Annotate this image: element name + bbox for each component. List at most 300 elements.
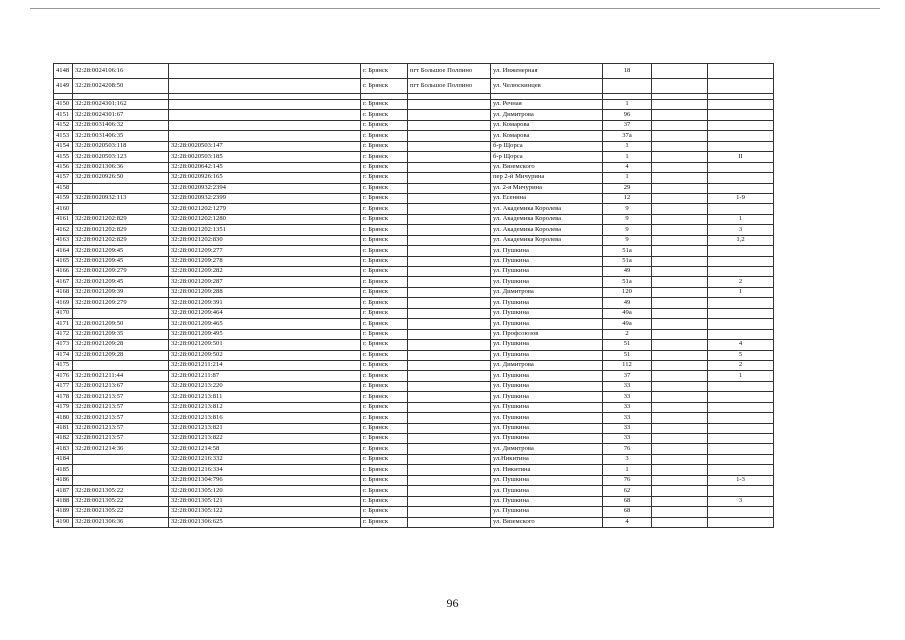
settlement-cell (408, 434, 491, 444)
row-number-cell: 4183 (54, 444, 73, 454)
house-number-cell: 33 (603, 423, 652, 433)
row-number-cell: 4170 (54, 308, 73, 318)
street-cell: ул. Пушкина (491, 413, 603, 423)
city-cell: г. Брянск (361, 214, 408, 224)
row-number-cell: 4187 (54, 486, 73, 496)
city-cell: г. Брянск (361, 475, 408, 485)
apartment-number-cell (708, 329, 774, 339)
cadastral-number-building-cell: 32:28:0021305:121 (169, 496, 361, 506)
row-number-cell: 4176 (54, 371, 73, 381)
cadastral-number-building-cell: 32:28:0021216:334 (169, 465, 361, 475)
cadastral-number-building-cell: 32:28:0021209:501 (169, 340, 361, 350)
apartment-number-cell (708, 517, 774, 527)
apartment-number-cell (708, 204, 774, 214)
building-number-cell (652, 64, 708, 79)
street-cell: ул. Пушкина (491, 486, 603, 496)
cadastral-number-land-cell: 32:28:0021213:57 (73, 434, 169, 444)
table-body (54, 64, 774, 528)
city-cell: г. Брянск (361, 204, 408, 214)
house-number-cell: 33 (603, 434, 652, 444)
table-row (54, 413, 774, 423)
street-cell: ул. Пушкина (491, 256, 603, 266)
street-cell: ул. 2-я Мичурина (491, 183, 603, 193)
city-cell: г. Брянск (361, 100, 408, 110)
building-number-cell (652, 465, 708, 475)
city-cell: г. Брянск (361, 267, 408, 277)
house-number-cell: 37 (603, 120, 652, 130)
row-number-cell: 4185 (54, 465, 73, 475)
cadastral-number-building-cell (169, 110, 361, 120)
settlement-cell (408, 454, 491, 464)
street-cell: ул. Пушкина (491, 402, 603, 412)
table-row (54, 507, 774, 517)
house-number-cell: 68 (603, 496, 652, 506)
table-row (54, 162, 774, 172)
cadastral-number-land-cell: 32:28:0021209:28 (73, 340, 169, 350)
city-cell: г. Брянск (361, 507, 408, 517)
row-number-cell: 4168 (54, 287, 73, 297)
row-number-cell: 4160 (54, 204, 73, 214)
cadastral-number-land-cell (73, 183, 169, 193)
apartment-number-cell: 1 (708, 287, 774, 297)
cadastral-number-building-cell: 32:28:0021216:332 (169, 454, 361, 464)
building-number-cell (652, 486, 708, 496)
cadastral-number-land-cell: 32:28:0021306:36 (73, 162, 169, 172)
street-cell: ул. Пушкина (491, 267, 603, 277)
city-cell: г. Брянск (361, 225, 408, 235)
house-number-cell: 49 (603, 298, 652, 308)
cadastral-number-building-cell: 32:28:0020926:165 (169, 173, 361, 183)
cadastral-number-land-cell: 32:28:0021306:36 (73, 517, 169, 527)
building-number-cell (652, 100, 708, 110)
building-number-cell (652, 141, 708, 151)
cadastral-number-land-cell: 32:28:0021213:57 (73, 413, 169, 423)
settlement-cell (408, 360, 491, 370)
cadastral-number-building-cell: 32:28:0020932:2394 (169, 183, 361, 193)
city-cell: г. Брянск (361, 329, 408, 339)
table-row (54, 496, 774, 506)
settlement-cell (408, 329, 491, 339)
cadastral-number-building-cell: 32:28:0021209:502 (169, 350, 361, 360)
row-number-cell: 4174 (54, 350, 73, 360)
table-row (54, 308, 774, 318)
city-cell: г. Брянск (361, 131, 408, 141)
apartment-number-cell (708, 454, 774, 464)
building-number-cell (652, 444, 708, 454)
city-cell: г. Брянск (361, 319, 408, 329)
street-cell: ул. Академика Королева (491, 225, 603, 235)
cadastral-number-building-cell: 32:28:0021213:822 (169, 434, 361, 444)
apartment-number-cell (708, 141, 774, 151)
table-row (54, 183, 774, 193)
street-cell: ул. Пушкина (491, 371, 603, 381)
house-number-cell: 51а (603, 256, 652, 266)
building-number-cell (652, 454, 708, 464)
house-number-cell: 120 (603, 287, 652, 297)
table-row (54, 100, 774, 110)
table-row (54, 64, 774, 79)
house-number-cell: 62 (603, 486, 652, 496)
cadastral-number-building-cell (169, 64, 361, 79)
street-cell: ул. Пушкина (491, 277, 603, 287)
table-row (54, 235, 774, 245)
apartment-number-cell (708, 392, 774, 402)
house-number-cell: 51 (603, 340, 652, 350)
table-row (54, 193, 774, 203)
cadastral-number-building-cell: 32:28:0021202:1279 (169, 204, 361, 214)
apartment-number-cell (708, 162, 774, 172)
street-cell: ул. Пушкина (491, 298, 603, 308)
cadastral-number-land-cell: 32:28:0020926:50 (73, 173, 169, 183)
apartment-number-cell (708, 131, 774, 141)
row-number-cell: 4152 (54, 120, 73, 130)
city-cell: г. Брянск (361, 413, 408, 423)
street-cell: ул. Пушкина (491, 308, 603, 318)
row-number-cell: 4186 (54, 475, 73, 485)
apartment-number-cell (708, 434, 774, 444)
row-number-cell: 4172 (54, 329, 73, 339)
row-number-cell: 4175 (54, 360, 73, 370)
street-cell: ул. Профсоюзов (491, 329, 603, 339)
street-cell: ул. Димитрова (491, 444, 603, 454)
row-number-cell: 4161 (54, 214, 73, 224)
apartment-number-cell (708, 486, 774, 496)
settlement-cell (408, 308, 491, 318)
apartment-number-cell (708, 413, 774, 423)
street-cell: ул. Вяземского (491, 162, 603, 172)
building-number-cell (652, 360, 708, 370)
cadastral-number-building-cell: 32:28:0020503:185 (169, 152, 361, 162)
cadastral-number-building-cell: 32:28:0021211:87 (169, 371, 361, 381)
city-cell: г. Брянск (361, 246, 408, 256)
city-cell: г. Брянск (361, 340, 408, 350)
table-row (54, 225, 774, 235)
apartment-number-cell (708, 308, 774, 318)
table-row (54, 434, 774, 444)
settlement-cell (408, 486, 491, 496)
street-cell: ул.Никитина (491, 454, 603, 464)
row-number-cell: 4149 (54, 79, 73, 94)
settlement-cell (408, 256, 491, 266)
building-number-cell (652, 131, 708, 141)
building-number-cell (652, 381, 708, 391)
building-number-cell (652, 79, 708, 94)
city-cell: г. Брянск (361, 350, 408, 360)
apartment-number-cell (708, 256, 774, 266)
city-cell: г. Брянск (361, 287, 408, 297)
settlement-cell (408, 162, 491, 172)
street-cell: ул. Пушкина (491, 507, 603, 517)
table-row (54, 423, 774, 433)
apartment-number-cell: 1,2 (708, 235, 774, 245)
cadastral-number-building-cell: 32:28:0021209:282 (169, 267, 361, 277)
settlement-cell (408, 152, 491, 162)
settlement-cell (408, 287, 491, 297)
city-cell: г. Брянск (361, 454, 408, 464)
row-number-cell: 4162 (54, 225, 73, 235)
house-number-cell: 51а (603, 277, 652, 287)
building-number-cell (652, 392, 708, 402)
building-number-cell (652, 350, 708, 360)
apartment-number-cell (708, 64, 774, 79)
row-number-cell: 4177 (54, 381, 73, 391)
apartment-number-cell (708, 402, 774, 412)
settlement-cell (408, 465, 491, 475)
cadastral-number-land-cell: 32:28:0024301:67 (73, 110, 169, 120)
city-cell: г. Брянск (361, 120, 408, 130)
street-cell: ул. Академика Королева (491, 214, 603, 224)
table-row (54, 246, 774, 256)
row-number-cell: 4157 (54, 173, 73, 183)
cadastral-number-land-cell: 32:28:0021209:50 (73, 319, 169, 329)
cadastral-number-land-cell: 32:28:0031406:35 (73, 131, 169, 141)
row-number-cell: 4165 (54, 256, 73, 266)
row-number-cell: 4173 (54, 340, 73, 350)
city-cell: г. Брянск (361, 360, 408, 370)
cadastral-number-building-cell: 32:28:0020503:147 (169, 141, 361, 151)
house-number-cell (603, 79, 652, 94)
settlement-cell (408, 110, 491, 120)
table-row (54, 350, 774, 360)
city-cell: г. Брянск (361, 64, 408, 79)
table-row (54, 381, 774, 391)
street-cell: ул. Пушкина (491, 340, 603, 350)
table-row (54, 517, 774, 527)
street-cell: ул. Пушкина (491, 381, 603, 391)
street-cell: ул. Пушкина (491, 350, 603, 360)
house-number-cell: 33 (603, 392, 652, 402)
apartment-number-cell (708, 319, 774, 329)
house-number-cell: 96 (603, 110, 652, 120)
street-cell: ул. Инженерная (491, 64, 603, 79)
street-cell: ул. Есенина (491, 193, 603, 203)
building-number-cell (652, 475, 708, 485)
house-number-cell: 9 (603, 204, 652, 214)
table-row (54, 454, 774, 464)
building-number-cell (652, 235, 708, 245)
cadastral-number-building-cell (169, 79, 361, 94)
cadastral-number-land-cell: 32:28:0021209:279 (73, 267, 169, 277)
table-row (54, 319, 774, 329)
row-number-cell: 4180 (54, 413, 73, 423)
cadastral-number-building-cell: 32:28:0021304:796 (169, 475, 361, 485)
building-number-cell (652, 267, 708, 277)
house-number-cell: 1 (603, 141, 652, 151)
row-number-cell: 4179 (54, 402, 73, 412)
building-number-cell (652, 423, 708, 433)
cadastral-number-building-cell: 32:28:0021213:821 (169, 423, 361, 433)
street-cell: ул. Академика Королева (491, 235, 603, 245)
street-cell: б-р Щорса (491, 141, 603, 151)
cadastral-number-building-cell: 32:28:0021306:625 (169, 517, 361, 527)
building-number-cell (652, 173, 708, 183)
city-cell: г. Брянск (361, 381, 408, 391)
settlement-cell (408, 496, 491, 506)
building-number-cell (652, 162, 708, 172)
apartment-number-cell: 4 (708, 340, 774, 350)
cadastral-number-building-cell: 32:28:0021209:288 (169, 287, 361, 297)
apartment-number-cell (708, 507, 774, 517)
street-cell: б-р Щорса (491, 152, 603, 162)
house-number-cell: 18 (603, 64, 652, 79)
cadastral-number-land-cell: 32:28:0021213:67 (73, 381, 169, 391)
city-cell: г. Брянск (361, 423, 408, 433)
building-number-cell (652, 277, 708, 287)
table-row (54, 298, 774, 308)
apartment-number-cell (708, 183, 774, 193)
settlement-cell (408, 392, 491, 402)
city-cell: г. Брянск (361, 79, 408, 94)
city-cell: г. Брянск (361, 277, 408, 287)
cadastral-number-land-cell: 32:28:0020503:123 (73, 152, 169, 162)
city-cell: г. Брянск (361, 496, 408, 506)
house-number-cell: 37а (603, 131, 652, 141)
settlement-cell (408, 423, 491, 433)
settlement-cell (408, 507, 491, 517)
city-cell: г. Брянск (361, 256, 408, 266)
cadastral-number-building-cell: 32:28:0021209:391 (169, 298, 361, 308)
row-number-cell: 4167 (54, 277, 73, 287)
table-row (54, 486, 774, 496)
row-number-cell: 4166 (54, 267, 73, 277)
house-number-cell: 9 (603, 214, 652, 224)
settlement-cell (408, 319, 491, 329)
building-number-cell (652, 287, 708, 297)
settlement-cell (408, 100, 491, 110)
table-row (54, 340, 774, 350)
city-cell: г. Брянск (361, 444, 408, 454)
apartment-number-cell: 5 (708, 350, 774, 360)
table-row (54, 120, 774, 130)
street-cell: ул. Пушкина (491, 434, 603, 444)
house-number-cell: 1 (603, 465, 652, 475)
cadastral-number-land-cell: 32:28:0020932:113 (73, 193, 169, 203)
building-number-cell (652, 371, 708, 381)
apartment-number-cell: 3 (708, 496, 774, 506)
table-row (54, 110, 774, 120)
house-number-cell: 9 (603, 235, 652, 245)
city-cell: г. Брянск (361, 162, 408, 172)
cadastral-number-building-cell: 32:28:0021202:1280 (169, 214, 361, 224)
settlement-cell (408, 173, 491, 183)
cadastral-number-land-cell: 32:28:0021214:36 (73, 444, 169, 454)
table-row (54, 402, 774, 412)
row-number-cell: 4154 (54, 141, 73, 151)
top-rule (30, 8, 880, 9)
house-number-cell: 68 (603, 507, 652, 517)
apartment-number-cell (708, 79, 774, 94)
row-number-cell: 4189 (54, 507, 73, 517)
street-cell: ул. Никитина (491, 465, 603, 475)
cadastral-number-building-cell: 32:28:0021305:120 (169, 486, 361, 496)
cadastral-number-building-cell: 32:28:0021209:278 (169, 256, 361, 266)
cadastral-number-building-cell: 32:28:0021213:816 (169, 413, 361, 423)
cadastral-number-land-cell (73, 308, 169, 318)
house-number-cell: 2 (603, 329, 652, 339)
street-cell: пер 2-й Мичурина (491, 173, 603, 183)
row-number-cell: 4169 (54, 298, 73, 308)
row-number-cell: 4148 (54, 64, 73, 79)
table-row (54, 392, 774, 402)
settlement-cell (408, 225, 491, 235)
cadastral-number-building-cell: 32:28:0021213:220 (169, 381, 361, 391)
city-cell: г. Брянск (361, 517, 408, 527)
settlement-cell (408, 381, 491, 391)
city-cell: г. Брянск (361, 392, 408, 402)
table-row (54, 287, 774, 297)
table-row (54, 360, 774, 370)
settlement-cell: пгт Большое Полпино (408, 79, 491, 94)
cadastral-number-land-cell: 32:28:0024208:50 (73, 79, 169, 94)
cadastral-number-building-cell (169, 120, 361, 130)
settlement-cell (408, 277, 491, 287)
house-number-cell: 29 (603, 183, 652, 193)
apartment-number-cell (708, 110, 774, 120)
row-number-cell: 4155 (54, 152, 73, 162)
building-number-cell (652, 496, 708, 506)
table-row (54, 79, 774, 94)
row-number-cell: 4178 (54, 392, 73, 402)
row-number-cell: 4182 (54, 434, 73, 444)
city-cell: г. Брянск (361, 173, 408, 183)
table-row (54, 267, 774, 277)
table-row (54, 277, 774, 287)
house-number-cell: 37 (603, 371, 652, 381)
apartment-number-cell (708, 423, 774, 433)
house-number-cell: 9 (603, 225, 652, 235)
table-row (54, 329, 774, 339)
house-number-cell: 3 (603, 454, 652, 464)
cadastral-number-building-cell: 32:28:0020642:145 (169, 162, 361, 172)
cadastral-number-land-cell (73, 465, 169, 475)
building-number-cell (652, 298, 708, 308)
cadastral-number-land-cell (73, 360, 169, 370)
settlement-cell (408, 517, 491, 527)
settlement-cell (408, 193, 491, 203)
building-number-cell (652, 256, 708, 266)
house-number-cell: 1 (603, 100, 652, 110)
apartment-number-cell: 1-3 (708, 475, 774, 485)
address-table (53, 63, 774, 528)
row-number-cell: 4188 (54, 496, 73, 506)
table-row (54, 444, 774, 454)
house-number-cell: 4 (603, 517, 652, 527)
apartment-number-cell (708, 381, 774, 391)
apartment-number-cell (708, 298, 774, 308)
settlement-cell (408, 475, 491, 485)
cadastral-number-building-cell: 32:28:0020932:2399 (169, 193, 361, 203)
table-row (54, 141, 774, 151)
building-number-cell (652, 340, 708, 350)
city-cell: г. Брянск (361, 371, 408, 381)
table-row (54, 131, 774, 141)
house-number-cell: 51 (603, 350, 652, 360)
table-row (54, 475, 774, 485)
building-number-cell (652, 152, 708, 162)
row-number-cell: 4153 (54, 131, 73, 141)
cadastral-number-land-cell: 32:28:0021202:829 (73, 225, 169, 235)
house-number-cell: 1 (603, 152, 652, 162)
apartment-number-cell: 1-9 (708, 193, 774, 203)
cadastral-number-land-cell: 32:28:0021202:829 (73, 235, 169, 245)
house-number-cell: 1 (603, 173, 652, 183)
apartment-number-cell: 2 (708, 360, 774, 370)
cadastral-number-building-cell: 32:28:0021211:214 (169, 360, 361, 370)
street-cell: ул. Пушкина (491, 423, 603, 433)
cadastral-number-land-cell (73, 475, 169, 485)
row-number-cell: 4156 (54, 162, 73, 172)
building-number-cell (652, 120, 708, 130)
